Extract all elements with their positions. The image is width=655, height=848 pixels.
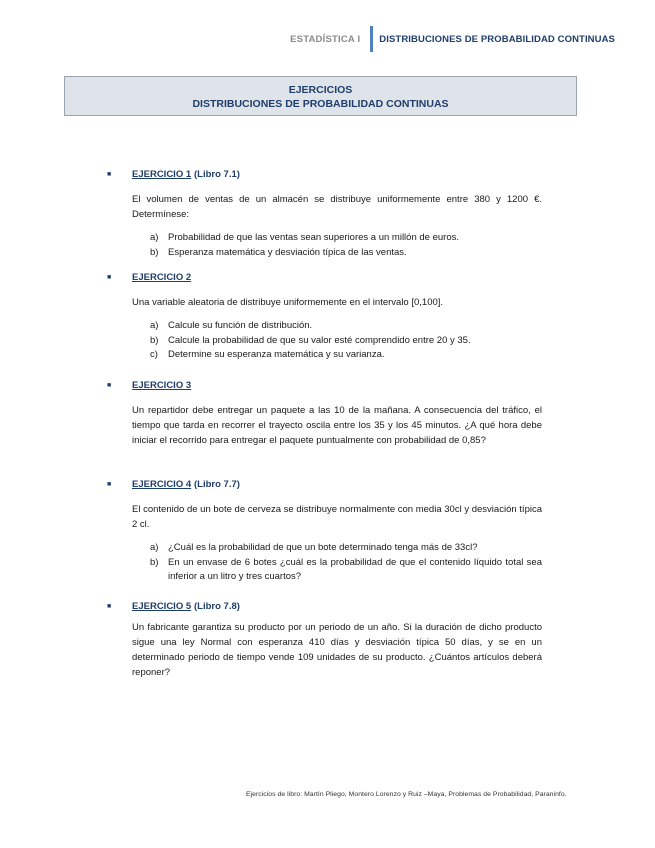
title-box xyxy=(64,76,577,116)
item-text: Esperanza matemática y desviación típica de las ventas. xyxy=(168,246,407,258)
bullet-icon: ■ xyxy=(107,274,112,281)
item-label: a) xyxy=(150,320,159,331)
bullet-icon: ■ xyxy=(107,603,112,610)
list-item xyxy=(150,348,542,363)
item-text: En un envase de 6 botes ¿cuál es la probabilidad de que el contenido líquido total sea inferior a un litro y tres cuartos? xyxy=(168,556,542,582)
exercise-3 xyxy=(107,379,542,448)
exercise-statement: El contenido de un bote de cerveza se distribuye normalmente con media 30cl y desviación típica 2 cl. xyxy=(132,504,542,530)
exercise-heading xyxy=(107,478,542,492)
exercise-heading xyxy=(107,271,542,285)
list-item xyxy=(150,541,542,556)
exercise-4 xyxy=(107,478,542,594)
list-item xyxy=(150,319,542,334)
exercise-items xyxy=(150,541,542,585)
exercise-statement: Un fabricante garantiza su producto por un periodo de un año. Si la duración de dicho producto sigue una ley Normal con esperanza 410 días y desviación típica 50 días, y se en un determinado periodo de tiempo vende 109 unidades de su producto. ¿Cuántos artículos deberá reponer? xyxy=(132,622,542,678)
exercise-title: EJERCICIO 3 xyxy=(132,380,192,391)
item-label: b) xyxy=(150,334,159,346)
item-text: Determine su esperanza matemática y su varianza. xyxy=(168,349,385,360)
item-label: a) xyxy=(150,542,159,553)
exercise-1 xyxy=(107,168,542,270)
exercise-heading xyxy=(107,168,542,182)
exercise-reference: (Libro 7.7) xyxy=(194,479,240,490)
exercise-title: EJERCICIO 1 xyxy=(132,169,192,180)
item-text: Calcule la probabilidad de que su valor esté comprendido entre 20 y 35. xyxy=(168,334,471,346)
item-text: ¿Cuál es la probabilidad de que un bote determinado tenga más de 33cl? xyxy=(168,542,478,553)
exercise-2 xyxy=(107,271,542,372)
header-subject: ESTADÍSTICA I xyxy=(290,33,361,45)
title-line-2: DISTRIBUCIONES DE PROBABILIDAD CONTINUAS xyxy=(192,98,449,110)
footer-citation: Ejercicios de libro: Martín Pliego, Montero Lorenzo y Ruiz –Maya, Problemas de Probabilidad, Paraninfo. xyxy=(246,791,567,798)
title-line-1: EJERCICIOS xyxy=(288,84,353,96)
bullet-icon: ■ xyxy=(107,382,112,389)
exercise-heading xyxy=(107,379,542,393)
exercise-statement: Una variable aleatoria de distribuye uniformemente en el intervalo [0,100]. xyxy=(132,297,444,308)
item-label: b) xyxy=(150,556,159,568)
exercise-statement: Un repartidor debe entregar un paquete a las 10 de la mañana. A consecuencia del tráfico, el tiempo que tarda en recorrer el trayecto oscila entre los 35 y los 45 minutos. ¿A qué hora debe iniciar el recorrido para entregar el paquete puntualmente con probabilidad de 0,85? xyxy=(132,405,542,446)
list-item xyxy=(150,334,542,349)
exercise-statement: El volumen de ventas de un almacén se distribuye uniformemente entre 380 y 1200 €. Determínese: xyxy=(132,194,542,220)
exercise-items xyxy=(150,231,542,260)
exercise-5 xyxy=(107,600,542,680)
exercise-heading xyxy=(107,600,542,614)
item-label: b) xyxy=(150,246,159,258)
exercise-reference: (Libro 7.1) xyxy=(194,169,240,180)
bullet-icon: ■ xyxy=(107,171,112,178)
list-item xyxy=(150,246,542,261)
bullet-icon: ■ xyxy=(107,481,112,488)
item-label: c) xyxy=(150,349,158,360)
exercise-title: EJERCICIO 2 xyxy=(132,272,192,283)
header-topic: DISTRIBUCIONES DE PROBABILIDAD CONTINUAS xyxy=(379,33,615,45)
item-label: a) xyxy=(150,232,159,243)
item-text: Calcule su función de distribución. xyxy=(168,320,313,331)
exercise-items xyxy=(150,319,542,363)
list-item xyxy=(150,556,542,585)
exercise-reference: (Libro 7.8) xyxy=(194,601,240,612)
page-header xyxy=(290,26,615,52)
item-text: Probabilidad de que las ventas sean superiores a un millón de euros. xyxy=(168,232,459,243)
exercise-title: EJERCICIO 4 xyxy=(132,479,192,490)
list-item xyxy=(150,231,542,246)
exercise-title: EJERCICIO 5 xyxy=(132,601,192,612)
